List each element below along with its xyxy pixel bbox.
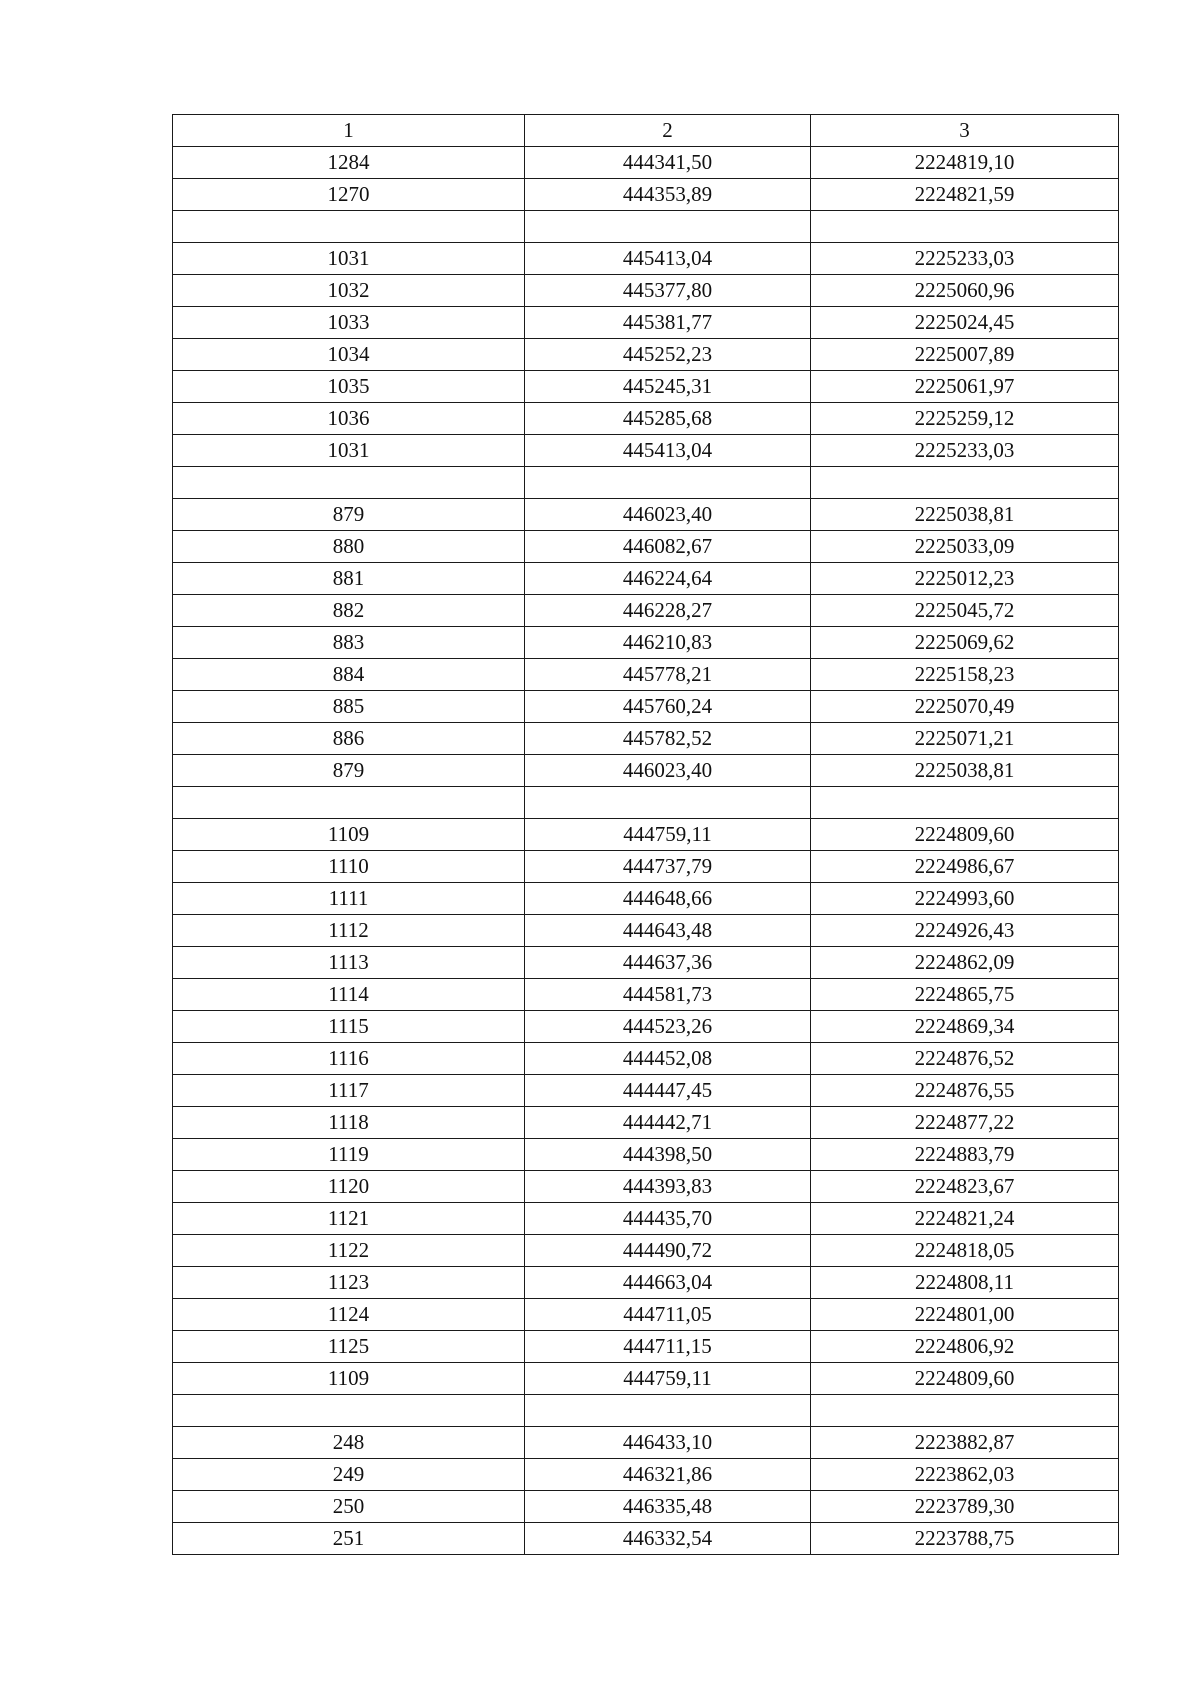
cell-x-coordinate: 444523,26 (525, 1011, 811, 1043)
cell-x-coordinate: 446332,54 (525, 1523, 811, 1555)
table-row (173, 147, 1119, 179)
cell-y-coordinate: 2225259,12 (811, 403, 1119, 435)
cell-point-number: 1109 (173, 1363, 525, 1395)
table-row (173, 531, 1119, 563)
table-row (173, 1139, 1119, 1171)
cell-y-coordinate: 2225024,45 (811, 307, 1119, 339)
cell-x-coordinate: 444759,11 (525, 1363, 811, 1395)
separator-row (173, 211, 1119, 243)
cell-y-coordinate: 2224823,67 (811, 1171, 1119, 1203)
coordinates-table (172, 114, 1119, 1555)
cell-x-coordinate: 444663,04 (525, 1267, 811, 1299)
cell-point-number: 1035 (173, 371, 525, 403)
cell-point-number: 886 (173, 723, 525, 755)
cell-x-coordinate: 446082,67 (525, 531, 811, 563)
cell-y-coordinate: 2224869,34 (811, 1011, 1119, 1043)
cell-x-coordinate (525, 467, 811, 499)
separator-row (173, 787, 1119, 819)
table-row (173, 1331, 1119, 1363)
table-row (173, 1075, 1119, 1107)
cell-y-coordinate (811, 211, 1119, 243)
cell-point-number: 1033 (173, 307, 525, 339)
table-row (173, 1011, 1119, 1043)
cell-point-number (173, 1395, 525, 1427)
table-row (173, 947, 1119, 979)
cell-point-number (173, 467, 525, 499)
cell-y-coordinate: 2224865,75 (811, 979, 1119, 1011)
table-row (173, 1427, 1119, 1459)
cell-y-coordinate: 2225233,03 (811, 435, 1119, 467)
header-row (173, 115, 1119, 147)
cell-point-number (173, 787, 525, 819)
cell-point-number: 1122 (173, 1235, 525, 1267)
cell-y-coordinate: 2224821,24 (811, 1203, 1119, 1235)
table-row (173, 1171, 1119, 1203)
cell-x-coordinate: 444447,45 (525, 1075, 811, 1107)
cell-x-coordinate: 444435,70 (525, 1203, 811, 1235)
cell-y-coordinate: 2224986,67 (811, 851, 1119, 883)
cell-y-coordinate: 2223788,75 (811, 1523, 1119, 1555)
cell-x-coordinate: 444737,79 (525, 851, 811, 883)
cell-point-number: 879 (173, 755, 525, 787)
cell-y-coordinate: 2223862,03 (811, 1459, 1119, 1491)
cell-y-coordinate (811, 1395, 1119, 1427)
cell-x-coordinate: 446228,27 (525, 595, 811, 627)
table-row (173, 275, 1119, 307)
cell-point-number (173, 211, 525, 243)
table-row (173, 723, 1119, 755)
cell-point-number: 1032 (173, 275, 525, 307)
cell-x-coordinate: 446433,10 (525, 1427, 811, 1459)
cell-x-coordinate (525, 211, 811, 243)
table-row (173, 979, 1119, 1011)
cell-x-coordinate: 444581,73 (525, 979, 811, 1011)
separator-row (173, 467, 1119, 499)
cell-point-number: 1284 (173, 147, 525, 179)
table-row (173, 659, 1119, 691)
table-row (173, 1267, 1119, 1299)
table-row (173, 179, 1119, 211)
table-row (173, 691, 1119, 723)
cell-y-coordinate: 2225158,23 (811, 659, 1119, 691)
cell-x-coordinate: 446023,40 (525, 755, 811, 787)
cell-x-coordinate: 444759,11 (525, 819, 811, 851)
table-row (173, 499, 1119, 531)
cell-x-coordinate: 445377,80 (525, 275, 811, 307)
cell-y-coordinate: 2224809,60 (811, 1363, 1119, 1395)
cell-x-coordinate: 444398,50 (525, 1139, 811, 1171)
table-row (173, 563, 1119, 595)
cell-point-number: 1109 (173, 819, 525, 851)
table-row (173, 1203, 1119, 1235)
table-row (173, 627, 1119, 659)
cell-point-number: 1114 (173, 979, 525, 1011)
cell-point-number: 1115 (173, 1011, 525, 1043)
cell-point-number: 1119 (173, 1139, 525, 1171)
cell-x-coordinate: 446335,48 (525, 1491, 811, 1523)
cell-x-coordinate: 445245,31 (525, 371, 811, 403)
cell-y-coordinate: 2225012,23 (811, 563, 1119, 595)
cell-y-coordinate: 2225038,81 (811, 499, 1119, 531)
table-row (173, 755, 1119, 787)
table-row (173, 883, 1119, 915)
cell-x-coordinate: 444711,15 (525, 1331, 811, 1363)
table-row (173, 339, 1119, 371)
column-header-point-number: 1 (173, 115, 525, 147)
cell-y-coordinate (811, 787, 1119, 819)
cell-y-coordinate: 2225045,72 (811, 595, 1119, 627)
cell-y-coordinate (811, 467, 1119, 499)
cell-point-number: 249 (173, 1459, 525, 1491)
cell-point-number: 1113 (173, 947, 525, 979)
table-row (173, 403, 1119, 435)
table-row (173, 1043, 1119, 1075)
cell-x-coordinate: 445782,52 (525, 723, 811, 755)
cell-y-coordinate: 2225071,21 (811, 723, 1119, 755)
cell-x-coordinate: 444393,83 (525, 1171, 811, 1203)
cell-y-coordinate: 2224801,00 (811, 1299, 1119, 1331)
cell-y-coordinate: 2224926,43 (811, 915, 1119, 947)
cell-y-coordinate: 2225033,09 (811, 531, 1119, 563)
cell-point-number: 1034 (173, 339, 525, 371)
cell-x-coordinate: 444353,89 (525, 179, 811, 211)
table-row (173, 435, 1119, 467)
cell-y-coordinate: 2224821,59 (811, 179, 1119, 211)
table-row (173, 1459, 1119, 1491)
cell-y-coordinate: 2224818,05 (811, 1235, 1119, 1267)
cell-x-coordinate: 445413,04 (525, 243, 811, 275)
cell-y-coordinate: 2225038,81 (811, 755, 1119, 787)
cell-point-number: 1112 (173, 915, 525, 947)
cell-point-number: 1118 (173, 1107, 525, 1139)
cell-y-coordinate: 2225061,97 (811, 371, 1119, 403)
cell-point-number: 1110 (173, 851, 525, 883)
cell-x-coordinate: 446321,86 (525, 1459, 811, 1491)
cell-y-coordinate: 2224877,22 (811, 1107, 1119, 1139)
column-header-y-coordinate: 3 (811, 115, 1119, 147)
cell-y-coordinate: 2225060,96 (811, 275, 1119, 307)
cell-x-coordinate: 444643,48 (525, 915, 811, 947)
cell-x-coordinate (525, 787, 811, 819)
separator-row (173, 1395, 1119, 1427)
table-row (173, 1235, 1119, 1267)
cell-x-coordinate: 445381,77 (525, 307, 811, 339)
cell-point-number: 1124 (173, 1299, 525, 1331)
table-row (173, 819, 1119, 851)
cell-y-coordinate: 2224993,60 (811, 883, 1119, 915)
cell-point-number: 880 (173, 531, 525, 563)
table-row (173, 371, 1119, 403)
table-row (173, 851, 1119, 883)
cell-x-coordinate: 446224,64 (525, 563, 811, 595)
column-header-x-coordinate: 2 (525, 115, 811, 147)
cell-point-number: 1116 (173, 1043, 525, 1075)
table-row (173, 1523, 1119, 1555)
cell-y-coordinate: 2224883,79 (811, 1139, 1119, 1171)
cell-point-number: 884 (173, 659, 525, 691)
table-body (173, 147, 1119, 1555)
table-row (173, 595, 1119, 627)
cell-x-coordinate: 445413,04 (525, 435, 811, 467)
cell-x-coordinate: 444637,36 (525, 947, 811, 979)
cell-y-coordinate: 2224806,92 (811, 1331, 1119, 1363)
cell-point-number: 248 (173, 1427, 525, 1459)
cell-x-coordinate: 444648,66 (525, 883, 811, 915)
table-row (173, 1363, 1119, 1395)
cell-point-number: 251 (173, 1523, 525, 1555)
cell-point-number: 1270 (173, 179, 525, 211)
cell-x-coordinate: 444711,05 (525, 1299, 811, 1331)
table-row (173, 1107, 1119, 1139)
cell-point-number: 1111 (173, 883, 525, 915)
cell-point-number: 879 (173, 499, 525, 531)
cell-y-coordinate: 2224876,52 (811, 1043, 1119, 1075)
cell-x-coordinate: 444341,50 (525, 147, 811, 179)
cell-y-coordinate: 2224809,60 (811, 819, 1119, 851)
cell-x-coordinate: 446023,40 (525, 499, 811, 531)
cell-y-coordinate: 2223882,87 (811, 1427, 1119, 1459)
cell-x-coordinate: 444452,08 (525, 1043, 811, 1075)
cell-x-coordinate: 445760,24 (525, 691, 811, 723)
cell-x-coordinate: 446210,83 (525, 627, 811, 659)
cell-point-number: 882 (173, 595, 525, 627)
cell-point-number: 1120 (173, 1171, 525, 1203)
cell-x-coordinate: 444490,72 (525, 1235, 811, 1267)
table-row (173, 243, 1119, 275)
cell-x-coordinate: 445252,23 (525, 339, 811, 371)
cell-y-coordinate: 2224819,10 (811, 147, 1119, 179)
cell-point-number: 1031 (173, 435, 525, 467)
cell-point-number: 883 (173, 627, 525, 659)
cell-point-number: 1031 (173, 243, 525, 275)
table-header (173, 115, 1119, 147)
cell-x-coordinate (525, 1395, 811, 1427)
cell-x-coordinate: 445285,68 (525, 403, 811, 435)
cell-y-coordinate: 2225070,49 (811, 691, 1119, 723)
cell-point-number: 1121 (173, 1203, 525, 1235)
cell-y-coordinate: 2225007,89 (811, 339, 1119, 371)
cell-y-coordinate: 2223789,30 (811, 1491, 1119, 1523)
table-row (173, 1299, 1119, 1331)
table-row (173, 307, 1119, 339)
cell-x-coordinate: 444442,71 (525, 1107, 811, 1139)
cell-y-coordinate: 2224862,09 (811, 947, 1119, 979)
cell-point-number: 1036 (173, 403, 525, 435)
cell-point-number: 1117 (173, 1075, 525, 1107)
table-row (173, 1491, 1119, 1523)
cell-point-number: 1125 (173, 1331, 525, 1363)
cell-point-number: 1123 (173, 1267, 525, 1299)
cell-y-coordinate: 2225233,03 (811, 243, 1119, 275)
cell-y-coordinate: 2224808,11 (811, 1267, 1119, 1299)
cell-point-number: 885 (173, 691, 525, 723)
cell-point-number: 250 (173, 1491, 525, 1523)
cell-point-number: 881 (173, 563, 525, 595)
cell-x-coordinate: 445778,21 (525, 659, 811, 691)
cell-y-coordinate: 2224876,55 (811, 1075, 1119, 1107)
cell-y-coordinate: 2225069,62 (811, 627, 1119, 659)
table-row (173, 915, 1119, 947)
